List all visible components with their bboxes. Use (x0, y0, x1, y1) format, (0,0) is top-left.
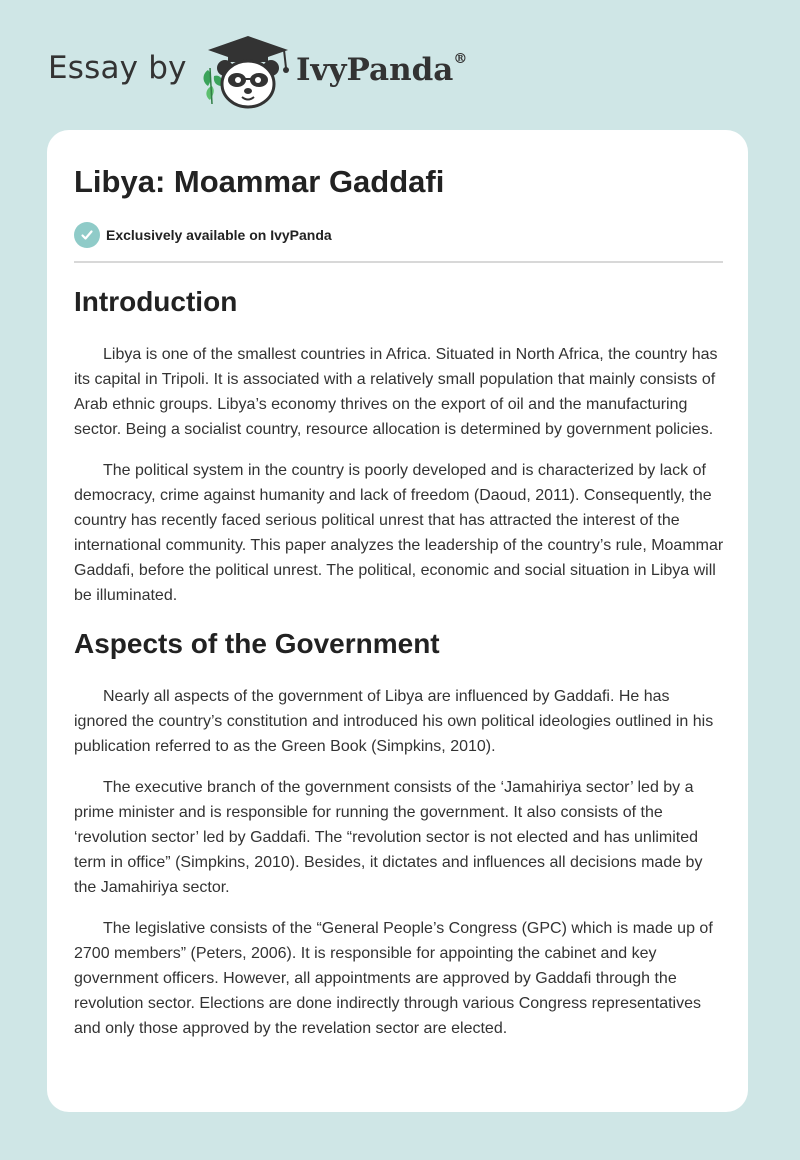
panda-graduate-logo-icon[interactable] (198, 34, 294, 110)
paragraph: Nearly all aspects of the government of Libya are influenced by Gaddafi. He has ignored the country’s constitution and introduced his own political ideologies outlined in his publication referred to as the Green Book (Simpkins, 2010). (74, 688, 714, 755)
paragraph: The legislative consists of the “General People’s Congress (GPC) which is made up of 2700 members” (Peters, 2006). It is responsible for appointing the cabinet and key government officers. However, all appointments are approved by Gaddafi through the revolution sector. Elections are done indirectly through various Congress representatives and only those approved by the revelation sector are elected. (74, 920, 713, 1037)
check-circle-icon (74, 222, 100, 248)
registered-mark: ® (453, 50, 468, 67)
paragraph: Libya is one of the smallest countries in Africa. Situated in North Africa, the country has its capital in Tripoli. It is associated with a relatively small population that mainly consists of Arab ethnic groups. Libya’s economy thrives on the export of oil and the manufacturing sector. Being a socialist country, resource allocation is determined by government policies. (74, 346, 718, 438)
section-heading-introduction: Introduction (74, 286, 238, 317)
paragraph: The executive branch of the government consists of the ‘Jamahiriya sector’ led by a prime minister and is responsible for running the government. It also consists of the ‘revolution sector’ led by Gaddafi. The “revolution sector is not elected and has unlimited term in office” (Simpkins, 2010). Besides, it dictates and influences all decisions made by the Jamahiriya sector. (74, 779, 703, 896)
exclusive-label: Exclusively available on IvyPanda (106, 227, 332, 243)
brand-name: IvyPanda (296, 52, 454, 88)
paragraph: The political system in the country is poorly developed and is characterized by lack of democracy, crime against humanity and lack of freedom (Daoud, 2011). Consequently, the country has recently faced serious political unrest that has attracted the interest of the international community. This paper analyzes the leadership of the country’s rule, Moammar Gaddafi, before the political unrest. The political, economic and social situation in Libya will be illuminated. (74, 462, 724, 604)
divider (74, 261, 723, 263)
essay-card (47, 130, 748, 1112)
site-header (0, 0, 800, 130)
essay-title: Libya: Moammar Gaddafi (74, 164, 445, 199)
exclusive-badge (74, 222, 332, 248)
essay-body (74, 280, 724, 1041)
section-heading-government: Aspects of the Government (74, 628, 440, 659)
ivypanda-brand[interactable] (296, 52, 467, 88)
essay-by-label: Essay by (48, 50, 187, 86)
